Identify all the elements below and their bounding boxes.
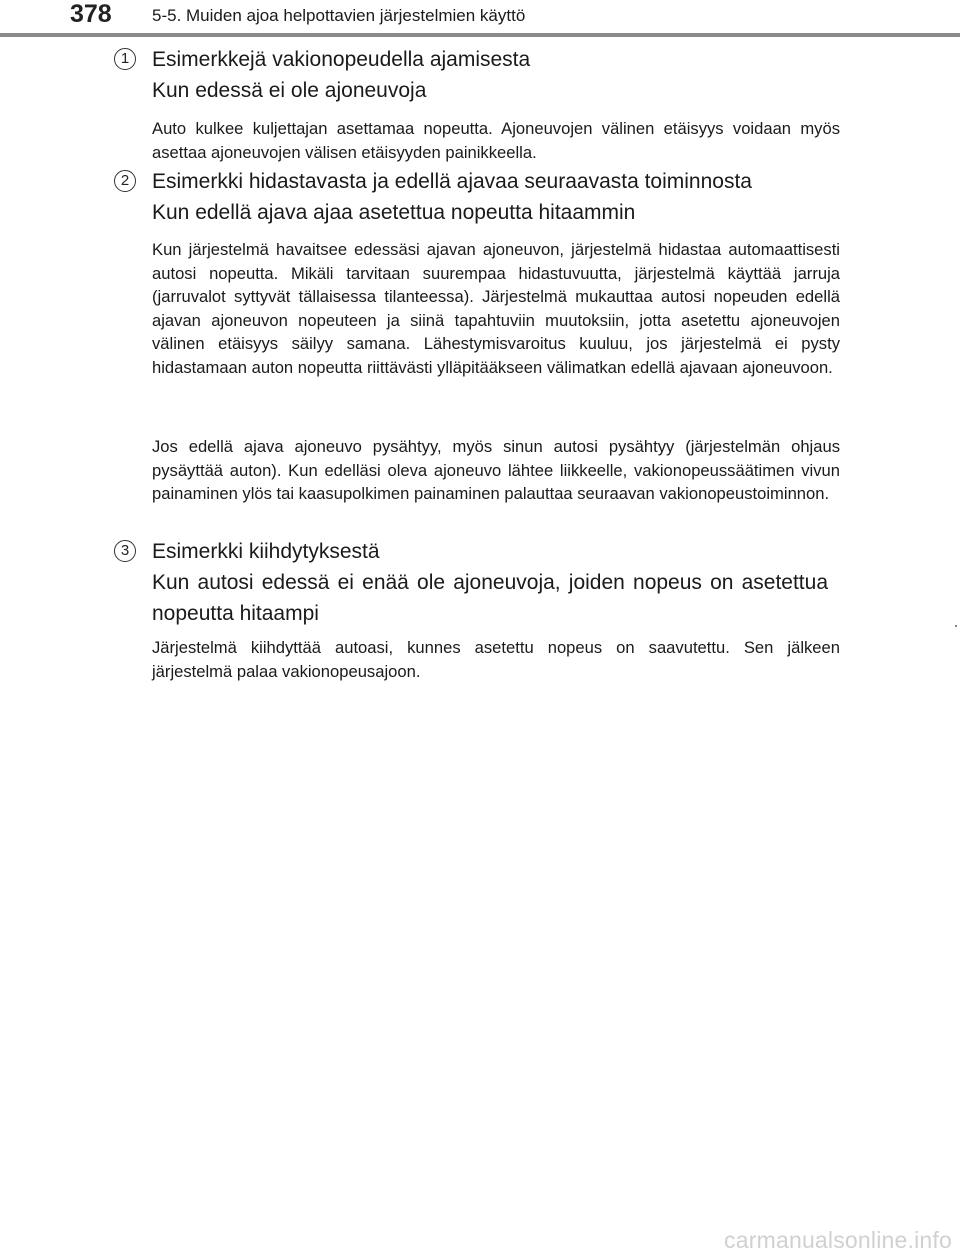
section-1-heading-line2: Kun edessä ei ole ajoneuvoja	[152, 79, 427, 102]
section-2-number-badge: 2	[114, 170, 136, 192]
section-2-heading-line1: Esimerkki hidastavasta ja edellä ajavaa seuraavasta toiminnosta	[152, 170, 752, 193]
section-2-paragraph-1: Kun järjestelmä havaitsee edessäsi ajavan ajoneuvon, järjestelmä hidastaa automaattisesti autosi nopeutta. Mikäli tarvitaan suurempaa hidastuvuutta, järjestelmä käyttää jarruja (jarruvalot syttyvät tällaisessa tilanteessa). Järjestelmä mukauttaa autosi nopeuden edellä ajavan ajoneuvon nopeuteen ja siinä tapahtuviin muutoksiin, jotta asetettu ajoneuvojen välinen etäisyys säilyy samana. Lähestymisvaroitus kuuluu, jos järjestelmä ei pysty hidastamaan auton nopeutta riittävästi ylläpitääkseen välimatkan edellä ajavaan ajoneuvoon.	[152, 240, 840, 377]
header-rule	[0, 33, 960, 37]
section-3-paragraph: Järjestelmä kiihdyttää autoasi, kunnes asetettu nopeus on saavutettu. Sen jälkeen järjestelmä palaa vakionopeusajoon.	[152, 638, 840, 681]
edge-mark	[955, 625, 957, 627]
section-3-heading-line2: Kun autosi edessä ei enää ole ajoneuvoja, joiden nopeus on asetettua nopeutta hitaampi	[152, 571, 828, 625]
section-3-heading-line1: Esimerkki kiihdytyksestä	[152, 540, 380, 563]
section-2-heading-line2: Kun edellä ajava ajaa asetettua nopeutta hitaammin	[152, 201, 636, 224]
section-1-paragraph: Auto kulkee kuljettajan asettamaa nopeutta. Ajoneuvojen välinen etäisyys voidaan myös asettaa ajoneuvojen välisen etäisyyden painikkeella.	[152, 119, 840, 162]
section-1-heading	[152, 44, 828, 106]
section-2-heading	[152, 166, 828, 228]
section-header-title: 5-5. Muiden ajoa helpottavien järjestelmien käyttö	[152, 6, 526, 25]
section-3-number-badge: 3	[114, 540, 136, 562]
section-2-paragraph-2: Jos edellä ajava ajoneuvo pysähtyy, myös sinun autosi pysähtyy (järjestelmän ohjaus pysäyttää auton). Kun edelläsi oleva ajoneuvo lähtee liikkeelle, vakionopeussäätimen vivun painaminen ylös tai kaasupolkimen painaminen palauttaa seuraavan vakionopeustoiminnon.	[152, 437, 840, 504]
section-1-heading-line1: Esimerkkejä vakionopeudella ajamisesta	[152, 48, 531, 71]
section-3-heading	[152, 536, 828, 629]
watermark: carmanualsonline.info	[724, 1227, 952, 1253]
section-1-number-badge: 1	[114, 48, 136, 70]
page-number: 378	[70, 0, 112, 28]
